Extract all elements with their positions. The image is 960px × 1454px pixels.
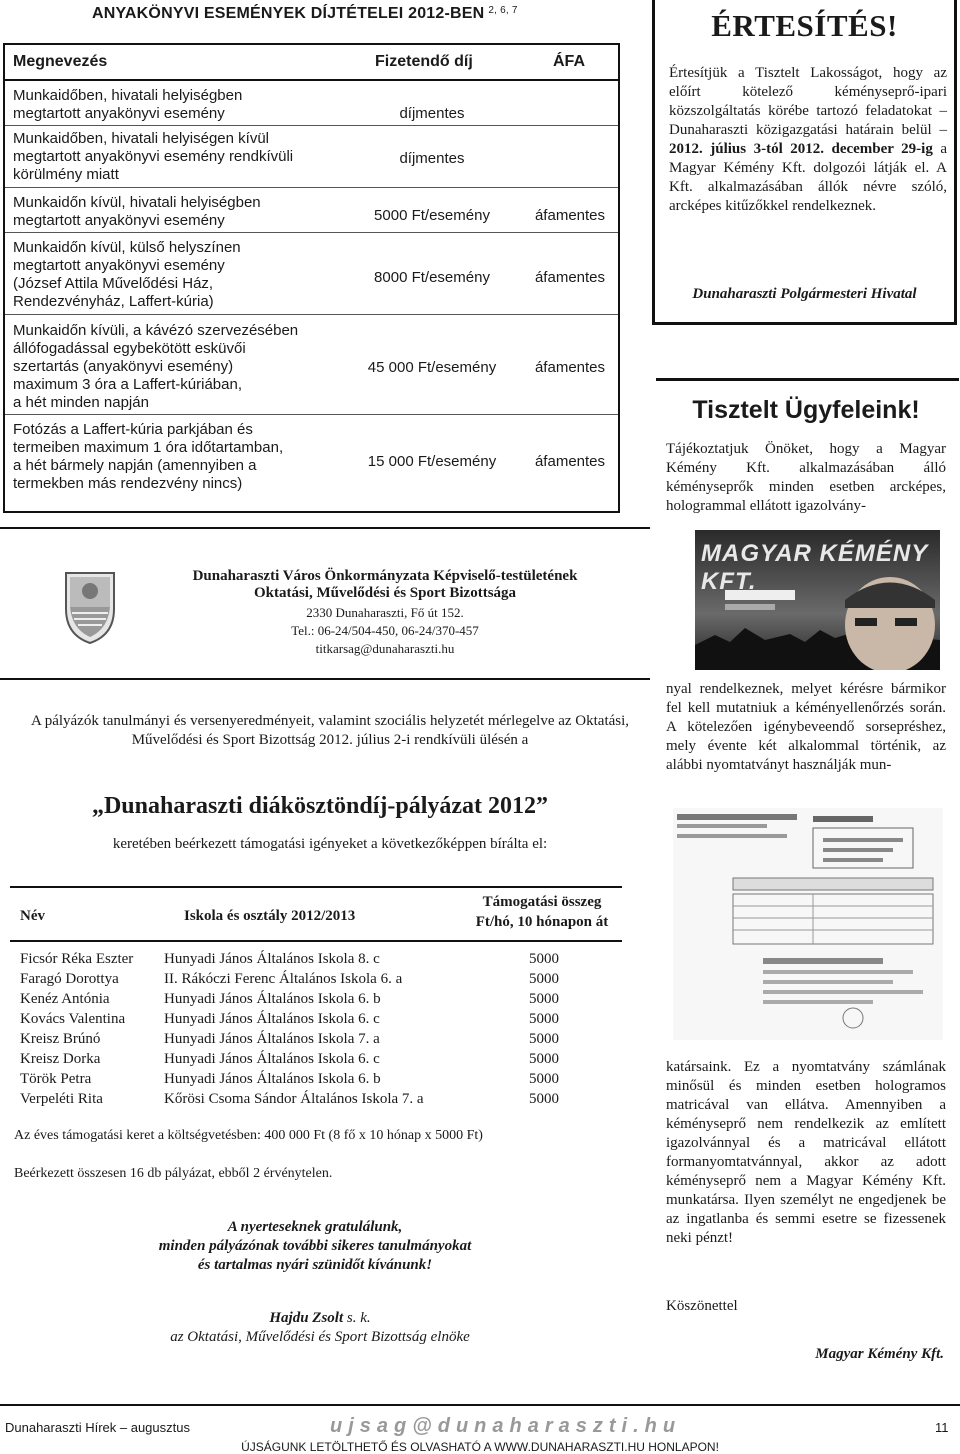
notice-body-text: Értesítjük a Tisztelt Lakosságot, hogy az előírt kötelező kéményseprő-ipari közszolgáltatás körébe tartozó feladatokat – Dunaharaszti közigazgatási határain belül – <box>669 65 947 138</box>
result-school: II. Rákóczi Ferenc Általános Iskola 6. a <box>164 971 403 987</box>
results-col-name-header: Név <box>20 908 45 924</box>
result-amount: 5000 <box>529 991 559 1007</box>
sweep-para-3: katársaink. Ez a nyomtatvány számlának minősül és minden esetben hologramos matricával van ellátva. Amennyiben a kéményseprő nem rendelkezik az említett igazolvánnyal és a matricával ellátott formanyomtatvánnyal, akkor az adott kéményseprő nem a Magyar Kémény Kft. munkatársa. Ilyen személyt ne engedjenek be az ingatlanba és semmi esetre se fizessenek neki pénzt! <box>666 1059 946 1246</box>
result-name: Kreisz Dorka <box>20 1051 101 1067</box>
result-school: Hunyadi János Általános Iskola 6. b <box>164 1071 381 1087</box>
fee-row-vat: áfamentes <box>534 269 606 286</box>
result-name: Kreisz Brúnó <box>20 1031 101 1047</box>
scholarship-results-table <box>10 886 622 1116</box>
footer-website-note: ÚJSÁGUNK LETÖLTHETŐ ÉS OLVASHATÓ A WWW.DUNAHARASZTI.HU HONLAPON! <box>241 1440 719 1454</box>
scholarship-title: „Dunaharaszti diákösztöndíj-pályázat 2012” <box>91 793 549 819</box>
result-amount: 5000 <box>529 1051 559 1067</box>
congrats-line: és tartalmas nyári szünidőt kívánunk! <box>197 1257 433 1273</box>
result-name: Ficsór Réka Eszter <box>20 951 134 967</box>
signer-name: Hajdu Zsolt <box>269 1310 344 1326</box>
sweep-para-1: Tájékoztatjuk Önöket, hogy a Magyar Kémény Kft. alkalmazásában álló kéményseprők minden esetben arcképes, hologrammal ellátott igazolvány- <box>666 441 946 514</box>
fee-row-amount: 45 000 Ft/esemény <box>367 359 497 376</box>
fee-heading-footnote: 2, 6, 7 <box>488 5 518 16</box>
fee-row-vat: áfamentes <box>534 207 606 224</box>
sweep-para-2: nyal rendelkeznek, melyet kérésre bármikor fel kell mutatniuk a kéményellenőrzés során. A kötelezően igénybeveendő sorsepréshez, mely évente két alkalommal történik, az alábbi nyomtatványt használják mun- <box>666 681 946 773</box>
notice-box <box>652 0 957 325</box>
notice-body-text: a Magyar Kémény Kft. dolgozói látják el. A Kft. alkalmazásában állók névre szóló, arcképes kitűzőkkel rendelkeznek. <box>669 141 947 214</box>
results-header-rule <box>10 940 622 942</box>
received-line: Beérkezett összesen 16 db pályázat, ebből 2 érvénytelen. <box>14 1166 333 1181</box>
result-name: Török Petra <box>20 1071 92 1087</box>
congrats-line: A nyerteseknek gratulálunk, <box>227 1219 403 1235</box>
signer-suffix: s. k. <box>343 1310 371 1326</box>
scholarship-subtext: keretében beérkezett támogatási igényeket a következőképpen bírálta el: <box>112 836 548 852</box>
fee-header-rule <box>5 79 618 81</box>
notice-signature: Dunaharaszti Polgármesteri Hivatal <box>692 286 917 302</box>
scholarship-signature <box>20 1309 620 1347</box>
fee-row-name: Munkaidőn kívül, hivatali helyiségben megtartott anyakönyvi esemény <box>13 194 261 229</box>
fee-row-divider <box>5 232 618 233</box>
committee-name <box>135 568 635 602</box>
fee-row-divider <box>5 187 618 188</box>
sweep-title: Tisztelt Ügyfeleink! <box>692 396 920 424</box>
results-col-amount-header: Támogatási összeg <box>482 894 602 910</box>
fee-row-divider <box>5 414 618 415</box>
signer-title: az Oktatási, Művelődési és Sport Bizottság elnöke <box>170 1329 470 1345</box>
result-name: Verpeléti Rita <box>20 1091 103 1107</box>
fee-row-vat: áfamentes <box>534 359 606 376</box>
result-amount: 5000 <box>529 1031 559 1047</box>
fee-col-name-header: Megnevezés <box>13 53 108 70</box>
coat-of-arms-icon <box>60 567 120 647</box>
result-school: Hunyadi János Általános Iskola 7. a <box>164 1031 380 1047</box>
fee-col-amount-header: Fizetendő díj <box>375 53 473 70</box>
committee-name-line: Dunaharaszti Város Önkormányzata Képviselő-testületének <box>192 568 578 584</box>
fee-row-name: Munkaidőn kívüli, a kávézó szervezésében állófogadással egybekötött esküvői szertartás (anyakönyvi esemény) maximum 3 óra a Laffert-kúriában, a hét minden napján <box>13 322 299 411</box>
fee-row-amount: díjmentes <box>399 150 465 167</box>
fee-row-amount: 5000 Ft/esemény <box>374 207 490 224</box>
result-school: Hunyadi János Általános Iskola 6. b <box>164 991 381 1007</box>
fee-row-name: Munkaidőben, hivatali helyiségben megtartott anyakönyvi esemény <box>13 87 243 122</box>
fee-row-vat: áfamentes <box>534 453 606 470</box>
result-name: Kovács Valentina <box>20 1011 126 1027</box>
scholarship-intro: A pályázók tanulmányi és versenyeredményeit, valamint szociális helyzetét mérlegelve az Oktatási, Művelődési és Sport Bizottság 2012. július 2-i rendkívüli ülésén a <box>30 713 630 748</box>
sweep-signature: Magyar Kémény Kft. <box>815 1346 944 1362</box>
fee-row-amount: 8000 Ft/esemény <box>374 269 490 286</box>
sweep-photo-banner: MAGYAR KÉMÉNY KFT. <box>701 540 928 595</box>
footer-rule <box>0 1404 960 1406</box>
congratulations <box>50 1218 580 1275</box>
fee-heading-text: ANYAKÖNYVI ESEMÉNYEK DÍJTÉTELEI 2012-BEN <box>92 5 485 22</box>
result-school: Hunyadi János Általános Iskola 6. c <box>164 1011 380 1027</box>
fee-row-name: Fotózás a Laffert-kúria parkjában és termeiben maximum 1 óra időtartamban, a hét bármely napján (amennyiben a termekben más rendezvény nincs) <box>13 421 284 492</box>
footer-email[interactable]: ujsag@dunaharaszti.hu <box>330 1415 682 1437</box>
fee-table <box>3 43 620 513</box>
sweep-form-scan <box>673 808 943 1040</box>
result-amount: 5000 <box>529 951 559 967</box>
committee-email[interactable]: titkarsag@dunaharaszti.hu <box>315 641 455 656</box>
congrats-line: minden pályázónak további sikeres tanulmányokat <box>158 1238 472 1254</box>
notice-date-range: 2012. július 3-tól 2012. december 29-ig <box>669 141 933 157</box>
committee-bottom-rule <box>0 678 650 680</box>
page-number: 11 <box>935 1420 949 1435</box>
notice-title: ÉRTESÍTÉS! <box>711 8 898 43</box>
committee-address: 2330 Dunaharaszti, Fő út 152. <box>306 605 464 620</box>
fee-row-divider <box>5 125 618 126</box>
result-amount: 5000 <box>529 1071 559 1087</box>
committee-phone: Tel.: 06-24/504-450, 06-24/370-457 <box>291 623 479 638</box>
fee-row-amount: 15 000 Ft/esemény <box>367 453 497 470</box>
result-name: Kenéz Antónia <box>20 991 110 1007</box>
result-amount: 5000 <box>529 971 559 987</box>
notice-body <box>669 64 947 216</box>
result-school: Kőrösi Csoma Sándor Általános Iskola 7. a <box>164 1091 424 1107</box>
committee-name-line: Oktatási, Művelődési és Sport Bizottsága <box>253 585 517 601</box>
fee-row-name: Munkaidőn kívül, külső helyszínen megtartott anyakönyvi esemény (József Attila Művelődési Ház, Rendezvényház, Laffert-kúria) <box>13 239 241 310</box>
fee-row-amount: díjmentes <box>399 105 465 122</box>
sweep-photo <box>695 530 940 670</box>
fee-row-name: Munkaidőben, hivatali helyiségen kívül megtartott anyakönyvi esemény rendkívüli körülmény miatt <box>13 130 294 183</box>
signer-line <box>20 1309 620 1328</box>
budget-line: Az éves támogatási keret a költségvetésben: 400 000 Ft (8 fő x 10 hónap x 5000 Ft) <box>14 1128 483 1143</box>
result-school: Hunyadi János Általános Iskola 8. c <box>164 951 380 967</box>
fee-table-heading <box>92 5 518 23</box>
result-amount: 5000 <box>529 1091 559 1107</box>
form-document-icon <box>673 808 943 1040</box>
fee-row-divider <box>5 314 618 315</box>
result-amount: 5000 <box>529 1011 559 1027</box>
sweep-thanks: Köszönettel <box>666 1298 738 1314</box>
result-school: Hunyadi János Általános Iskola 6. c <box>164 1051 380 1067</box>
committee-top-rule <box>0 527 650 529</box>
result-name: Faragó Dorottya <box>20 971 119 987</box>
results-col-amount-subheader: Ft/hó, 10 hónapon át <box>475 914 609 930</box>
fee-col-vat-header: ÁFA <box>553 53 585 70</box>
footer-publication: Dunaharaszti Hírek – augusztus <box>5 1420 190 1435</box>
sweep-top-rule <box>656 378 959 381</box>
results-col-school-header: Iskola és osztály 2012/2013 <box>184 908 356 924</box>
